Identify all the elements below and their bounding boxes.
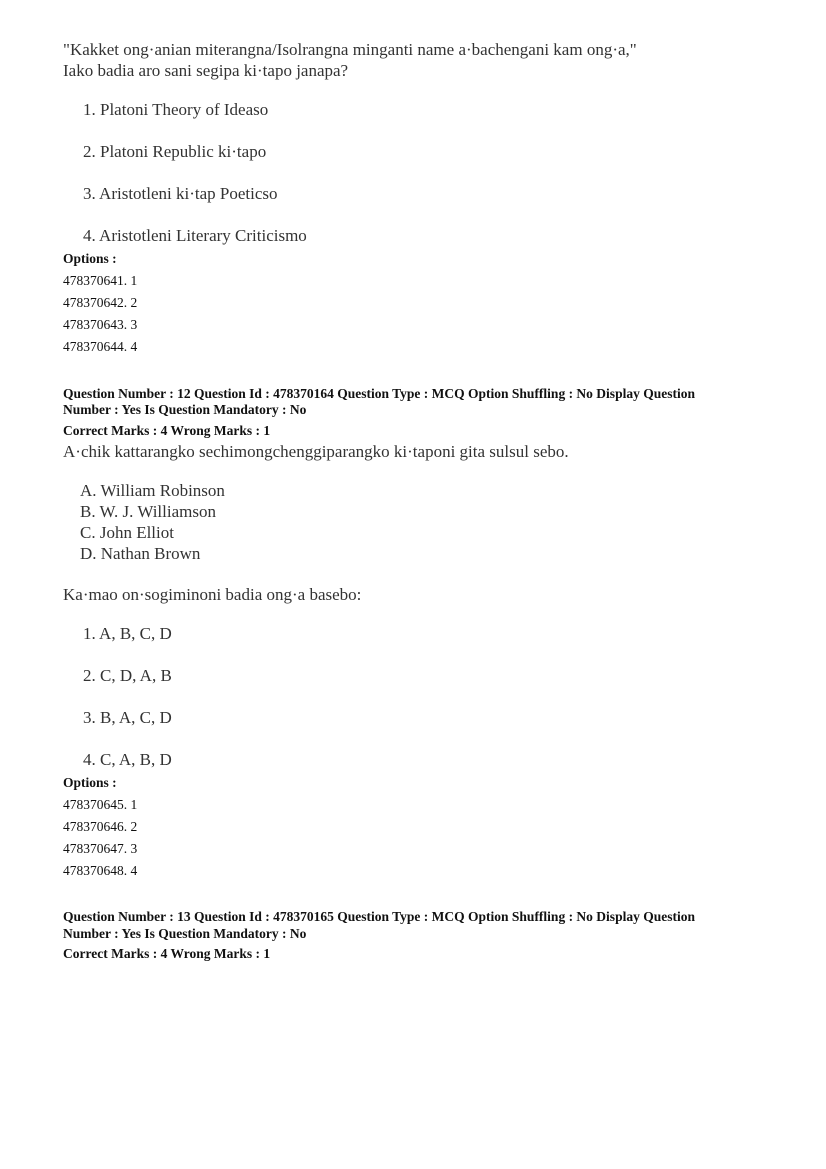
q12-item-a: A. William Robinson <box>80 481 225 500</box>
q11-choice-2: 2. Platoni Republic ki·tapo <box>83 142 267 161</box>
q11-option-4: 478370644. 4 <box>63 339 138 354</box>
q11-option-2: 478370642. 2 <box>63 295 138 310</box>
q13-header-line2: Number : Yes Is Question Mandatory : No <box>63 926 307 941</box>
q12-options-label: Options : <box>63 775 117 790</box>
q12-choice-3: 3. B, A, C, D <box>83 708 172 727</box>
q11-option-3: 478370643. 3 <box>63 317 138 332</box>
q12-option-4: 478370648. 4 <box>63 863 138 878</box>
q13-header-line1: Question Number : 13 Question Id : 478370165 Question Type : MCQ Option Shuffling : No Display Question <box>63 909 695 924</box>
q12-item-d: D. Nathan Brown <box>80 544 201 563</box>
q11-choice-3: 3. Aristotleni ki·tap Poeticso <box>83 184 278 203</box>
q11-choice-1: 1. Platoni Theory of Ideaso <box>83 100 269 119</box>
q11-stem-line1: "Kakket ong·anian miterangna/Isolrangna minganti name a·bachengani kam ong·a," <box>63 40 637 59</box>
q12-header-line2: Number : Yes Is Question Mandatory : No <box>63 402 307 417</box>
q12-option-3: 478370647. 3 <box>63 841 138 856</box>
q12-choice-4: 4. C, A, B, D <box>83 750 172 769</box>
q12-header-line1: Question Number : 12 Question Id : 478370164 Question Type : MCQ Option Shuffling : No Display Question <box>63 386 695 401</box>
q12-marks: Correct Marks : 4 Wrong Marks : 1 <box>63 423 271 438</box>
q12-choice-1: 1. A, B, C, D <box>83 624 172 643</box>
q12-option-2: 478370646. 2 <box>63 819 138 834</box>
q11-choice-4: 4. Aristotleni Literary Criticismo <box>83 226 307 245</box>
q12-stem: A·chik kattarangko sechimongchenggiparangko ki·taponi gita sulsul sebo. <box>63 442 569 461</box>
q11-stem-line2: Iako badia aro sani segipa ki·tapo janapa? <box>63 61 349 80</box>
q11-option-1: 478370641. 1 <box>63 273 138 288</box>
q12-option-1: 478370645. 1 <box>63 797 138 812</box>
q13-marks: Correct Marks : 4 Wrong Marks : 1 <box>63 946 271 961</box>
q11-options-label: Options : <box>63 251 117 266</box>
q12-item-b: B. W. J. Williamson <box>80 502 216 521</box>
q12-choice-2: 2. C, D, A, B <box>83 666 172 685</box>
q12-instruction: Ka·mao on·sogiminoni badia ong·a basebo: <box>63 585 362 604</box>
q12-item-c: C. John Elliot <box>80 523 174 542</box>
